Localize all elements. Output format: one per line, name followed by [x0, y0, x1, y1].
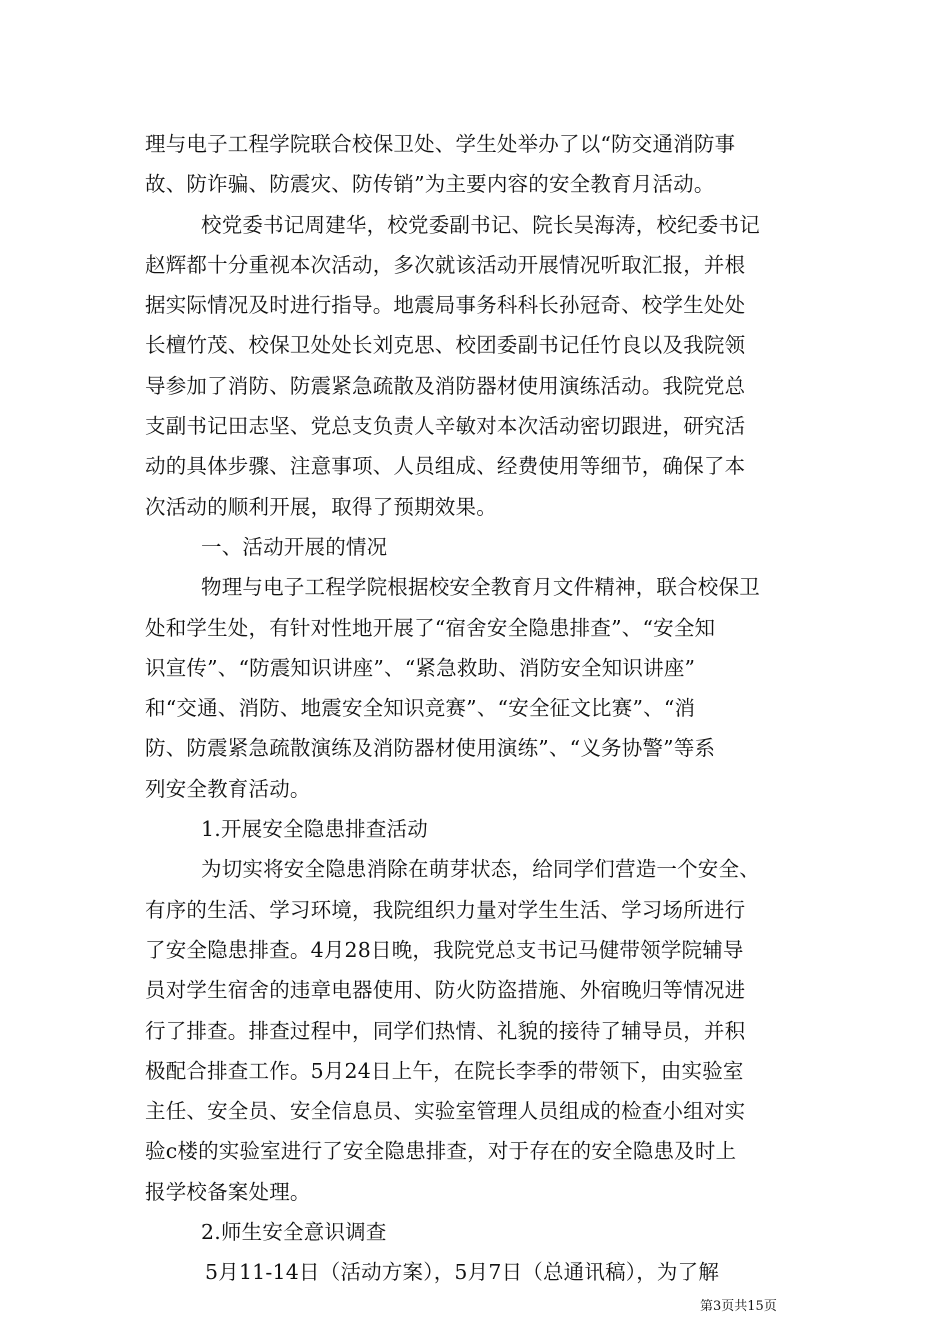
subsection-heading: 2.师生安全意识调查: [201, 1220, 387, 1245]
text-line: 赵辉都十分重视本次活动，多次就该活动开展情况听取汇报，并根: [145, 252, 746, 277]
subsection-heading: 1.开展安全隐患排查活动: [201, 817, 428, 842]
text-line: 理与电子工程学院联合校保卫处、学生处举办了以“防交通消防事: [145, 132, 736, 156]
text-line: 故、防诈骗、防震灾、防传销”为主要内容的安全教育月活动。: [145, 172, 715, 197]
paragraph-start-line: 为切实将安全隐患消除在萌芽状态，给同学们营造一个安全、: [201, 857, 760, 882]
text-line: 员对学生宿舍的违章电器使用、防火防盗措施、外宿晚归等情况进: [145, 978, 746, 1003]
text-line: 验c楼的实验室进行了安全隐患排查，对于存在的安全隐患及时上: [145, 1139, 737, 1164]
text-line: 行了排查。排查过程中，同学们热情、礼貌的接待了辅导员，并积: [145, 1018, 746, 1043]
text-line: 据实际情况及时进行指导。地震局事务科科长孙冠奇、校学生处处: [145, 293, 746, 318]
text-line: 极配合排查工作。5月24日上午，在院长李季的带领下，由实验室: [145, 1058, 744, 1083]
text-line: 次活动的顺利开展，取得了预期效果。: [145, 494, 497, 519]
page-number: 第3页共15页: [700, 1299, 777, 1314]
text-line: 和“交通、消防、地震安全知识竞赛”、“安全征文比赛”、“消: [145, 696, 696, 721]
paragraph-start-line: 物理与电子工程学院根据校安全教育月文件精神，联合校保卫: [201, 575, 760, 600]
text-line: 有序的生活、学习环境，我院组织力量对学生生活、学习场所进行: [145, 897, 746, 922]
document-body: [145, 124, 807, 1293]
text-line: 处和学生处，有针对性地开展了“宿舍安全隐患排查”、“安全知: [145, 615, 716, 640]
text-line: 报学校备案处理。: [145, 1179, 311, 1204]
paragraph-start-line: 5月11-14日（活动方案），5月7日（总通讯稿），为了解: [205, 1260, 720, 1285]
text-line: 了安全隐患排查。4月28日晚，我院党总支书记马健带领学院辅导: [145, 937, 744, 962]
text-line: 动的具体步骤、注意事项、人员组成、经费使用等细节，确保了本: [145, 454, 746, 479]
text-line: 识宣传”、“防震知识讲座”、“紧急救助、消防安全知识讲座”: [145, 655, 696, 680]
text-line: 导参加了消防、防震紧急疏散及消防器材使用演练活动。我院党总: [145, 373, 746, 398]
text-line: 支副书记田志坚、党总支负责人辛敏对本次活动密切跟进，研究活: [145, 414, 746, 439]
text-line: 主任、安全员、安全信息员、实验室管理人员组成的检查小组对实: [145, 1099, 746, 1124]
section-heading: 一、活动开展的情况: [201, 534, 388, 559]
text-line: 列安全教育活动。: [145, 776, 311, 801]
text-line: 防、防震紧急疏散演练及消防器材使用演练”、“义务协警”等系: [145, 736, 716, 761]
paragraph-start-line: 校党委书记周建华，校党委副书记、院长吴海涛，校纪委书记: [201, 212, 760, 237]
text-line: 长檀竹茂、校保卫处处长刘克思、校团委副书记任竹良以及我院领: [145, 333, 746, 358]
